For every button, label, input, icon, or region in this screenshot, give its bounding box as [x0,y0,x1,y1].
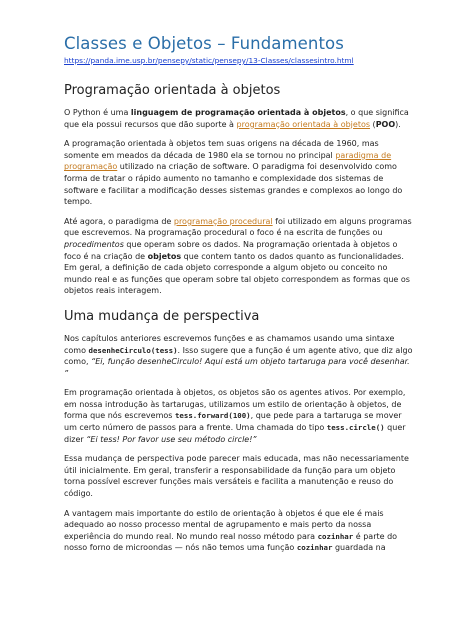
inline-code: cozinhar [317,531,354,541]
bold-term: linguagem de programação orientada à objetos [130,108,346,117]
link-oop[interactable]: programação orientada à objetos [236,119,371,129]
source-url-link[interactable]: https://panda.ime.usp.br/pensepy/static/pensepy/13-Classes/classesintro.html [64,56,354,65]
paragraph-7: A vantagem mais importante do estilo de orientação à objetos é que ele é mais adequado ao nosso processo mental de agrupamento e mais perto da nossa experiência do mundo real. No mundo real nosso método para cozinhar é parte do nosso forno de microondas — nós não temos uma função cozinhar guardada na [64,508,398,553]
link-procedural-programming[interactable]: programação procedural [173,216,273,226]
section-heading-oop: Programação orientada à objetos [64,83,281,98]
inline-code: desenheCirculo(tess) [88,345,178,355]
paragraph-6: Essa mudança de perspectiva pode parecer mais educada, mas não necessariamente útil inicialmente. Em geral, transferir a responsabilidade da função para um objeto torna possível escrever funções mais versáteis e facilita a manutenção e reuso do código. [64,454,409,499]
bold-term: POO [375,119,396,129]
paragraph-3: Até agora, o paradigma de programação procedural foi utilizado em alguns programas que escrevemos. Na programação procedural o foco é na escrita de funções ou procedimentos que operam sobre os dados. Na programação orientada à objetos o foco é na criação de objetos que contem tanto os dados quanto as funcionalidades. Em geral, a definição de cada objeto corresponde a algum objeto ou conceito no mundo real e as funções que operam sobre tal objeto correspondem as formas que os objetos reais interagem. [64,216,412,296]
paragraph-5: Em programação orientada à objetos, os objetos são os agentes ativos. Por exemplo, em nossa introdução às tartarugas, utilizamos um estilo de orientação à objetos, de forma que nós escrevemos tess.forward(100), que pede para a tartaruga se mover um certo número de passos para a frente. Uma chamada do tipo tess.circle() quer dizer “Ei tess! Por favor use seu método circle!” [64,388,406,444]
inline-code: cozinhar [296,543,333,553]
italic-quote: “Ei tess! Por favor use seu método circle!” [86,434,257,444]
paragraph-4: Nos capítulos anteriores escrevemos funções e as chamamos usando uma sintaxe como desenheCirculo(tess). Isso sugere que a função é um agente ativo, que diz algo como, “Ei, função desenheCirculo! Aqui está um objeto tartaruga para você desenhar. ” [64,333,413,378]
paragraph-1: O Python é uma linguagem de programação orientada à objetos, o que significa que ela possui recursos que dão suporte à programação orientada à objetos (POO). [64,108,409,129]
bold-term: objetos [147,251,182,261]
italic-term: procedimentos [64,239,124,249]
section-heading-perspective: Uma mudança de perspectiva [64,308,260,324]
link-programming-paradigm[interactable]: paradigma de programação [64,150,392,172]
page-title: Classes e Objetos – Fundamentos [64,34,344,53]
inline-code: tess.forward(100) [174,411,251,421]
paragraph-2: A programação orientada à objetos tem suas origens na década de 1960, mas somente em meados da década de 1980 ela se tornou no principal paradigma de programação utilizado na criação de software. O paradigma foi desenvolvido como forma de tratar o rápido aumento no tamanho e complexidade dos sistemas de software e facilitar a modificação desses sistemas grandes e complexos ao longo do tempo. [64,139,403,207]
italic-quote: “Ei, função desenheCirculo! Aqui está um objeto tartaruga para você desenhar. ” [64,357,410,378]
inline-code: tess.circle() [326,423,385,433]
